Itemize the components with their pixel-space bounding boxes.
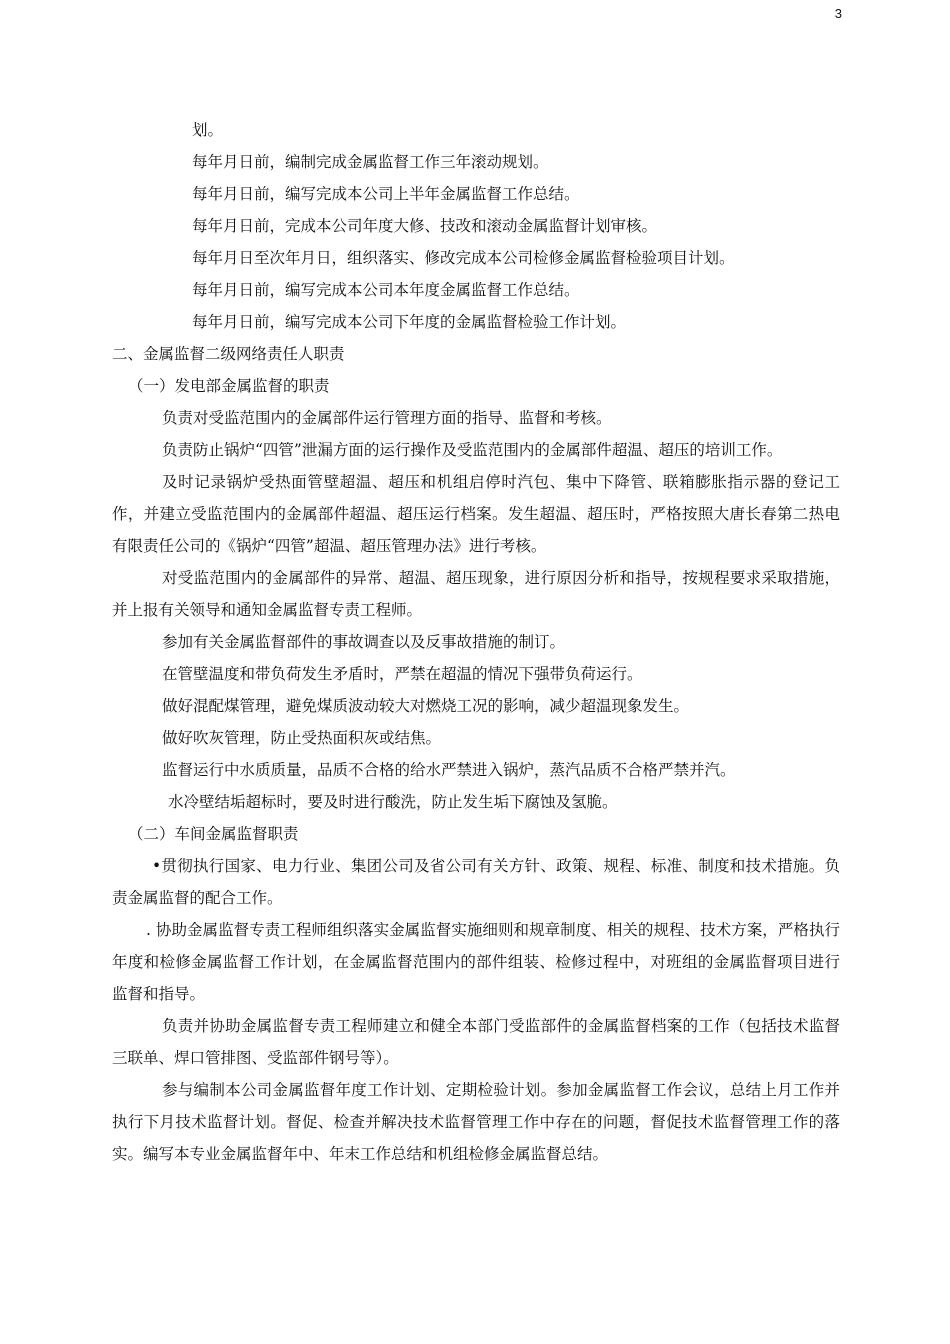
schedule-line: 每年月日前，完成本公司年度大修、技改和滚动金属监督计划审核。	[192, 217, 658, 235]
duty-paragraph: 水冷壁结垢超标时，要及时进行酸洗，防止发生垢下腐蚀及氢脆。	[168, 793, 618, 811]
duty-paragraph: 在管壁温度和带负荷发生矛盾时，严禁在超温的情况下强带负荷运行。	[162, 665, 643, 683]
schedule-line: 每年月日前，编制完成金属监督工作三年滚动规划。	[192, 153, 549, 171]
duty-paragraph: 做好混配煤管理，避免煤质波动较大对燃烧工况的影响，减少超温现象发生。	[162, 697, 690, 715]
subsection-heading: （一）发电部金属监督的职责	[128, 377, 330, 395]
schedule-line: 每年月日前，编写完成本公司上半年金属监督工作总结。	[192, 185, 580, 203]
schedule-line: 每年月日至次年月日，组织落实、修改完成本公司检修金属监督检验项目计划。	[192, 249, 735, 267]
duty-paragraph: 监督运行中水质质量，品质不合格的给水严禁进入锅炉，蒸汽品质不合格严禁并汽。	[162, 761, 736, 779]
duty-paragraph: . 协助金属监督专责工程师组织落实金属监督实施细则和规章制度、相关的规程、技术方案，严格执行年度和检修金属监督工作计划，在金属监督范围内的部件组装、检修过程中，对班组的金属监督项目进行监督和指导。	[112, 921, 840, 1003]
schedule-line-cont: 划。	[192, 121, 224, 139]
schedule-line: 每年月日前，编写完成本公司本年度金属监督工作总结。	[192, 281, 580, 299]
duty-paragraph: 负责防止锅炉“四管”泄漏方面的运行操作及受监范围内的金属部件超温、超压的培训工作。	[162, 441, 783, 459]
duty-paragraph: 负责并协助金属监督专责工程师建立和健全本部门受监部件的金属监督档案的工作（包括技术监督三联单、焊口管排图、受监部件钢号等）。	[112, 1017, 840, 1067]
duty-paragraph: •贯彻执行国家、电力行业、集团公司及省公司有关方针、政策、规程、标准、制度和技术措施。负责金属监督的配合工作。	[112, 857, 840, 907]
schedule-line: 每年月日前，编写完成本公司下年度的金属监督检验工作计划。	[192, 313, 627, 331]
duty-paragraph: 做好吹灰管理，防止受热面积灰或结焦。	[162, 729, 442, 747]
section-heading: 二、金属监督二级网络责任人职责	[112, 345, 345, 363]
duty-paragraph: 对受监范围内的金属部件的异常、超温、超压现象，进行原因分析和指导，按规程要求采取措施，并上报有关领导和通知金属监督专责工程师。	[112, 569, 840, 619]
page-number: 3	[834, 6, 842, 21]
subsection-heading: （二）车间金属监督职责	[128, 825, 299, 843]
duty-paragraph: 负责对受监范围内的金属部件运行管理方面的指导、监督和考核。	[162, 409, 612, 427]
duty-paragraph: 参加有关金属监督部件的事故调查以及反事故措施的制订。	[162, 633, 566, 651]
duty-paragraph: 及时记录锅炉受热面管壁超温、超压和机组启停时汽包、集中下降管、联箱膨胀指示器的登记工作，并建立受监范围内的金属部件超温、超压运行档案。发生超温、超压时，严格按照大唐长春第二热电有限责任公司的《锅炉“四管”超温、超压管理办法》进行考核。	[112, 473, 840, 555]
document-body	[112, 114, 840, 1170]
duty-paragraph: 参与编制本公司金属监督年度工作计划、定期检验计划。参加金属监督工作会议，总结上月工作并执行下月技术监督计划。督促、检查并解决技术监督管理工作中存在的问题，督促技术监督管理工作的落实。编写本专业金属监督年中、年末工作总结和机组检修金属监督总结。	[112, 1081, 840, 1163]
